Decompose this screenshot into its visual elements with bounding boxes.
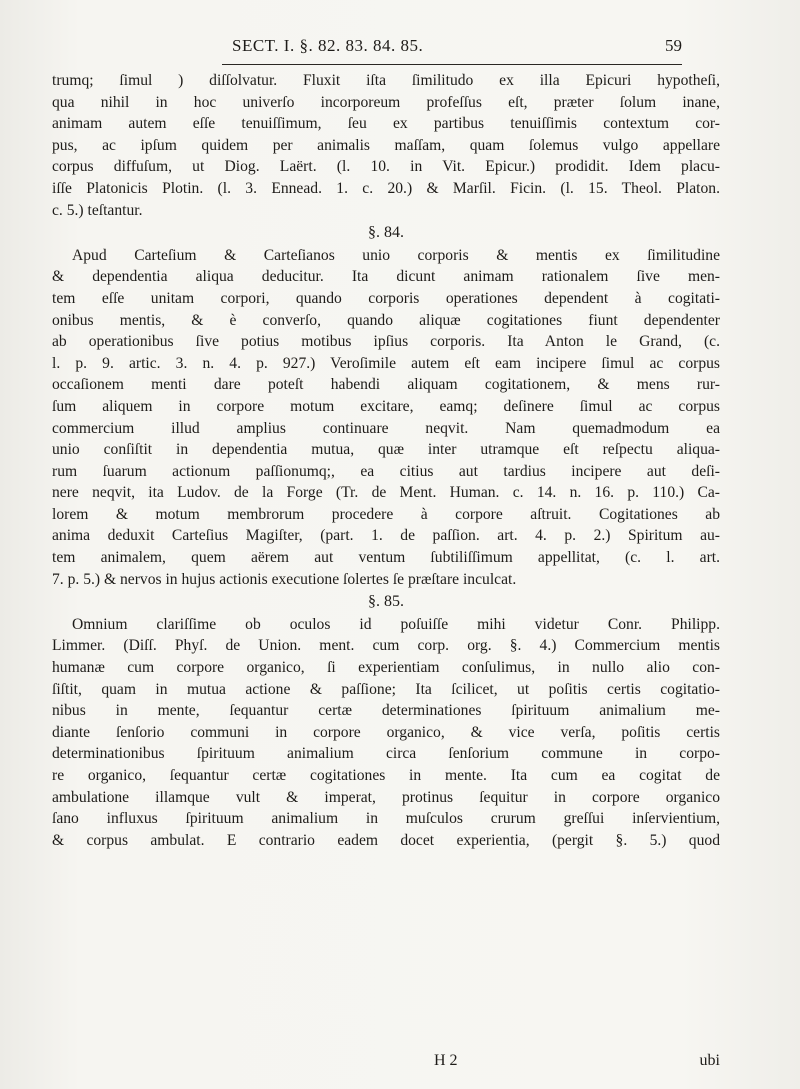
- section-heading-85: §. 85.: [368, 593, 404, 611]
- text-line: & corpus ambulat. E contrario eadem docet experientia, (pergit §. 5.) quod: [52, 831, 720, 849]
- body-text: [52, 70, 720, 851]
- text-line: onibus mentis, & è converſo, quando aliquæ cogitationes fiunt dependenter: [52, 311, 720, 329]
- text-line: determinationibus ſpirituum animalium circa ſenſorium commune in corpo-: [52, 745, 720, 763]
- text-line: occaſionem menti dare poteſt habendi aliquam cogitationem, & mens rur-: [52, 376, 720, 394]
- text-line: humanæ cum corpore organico, ſi experientiam conſulimus, in nullo alio con-: [52, 659, 720, 677]
- text-line: ſiſtit, quam in mutua actione & paſſione; Ita ſcilicet, ut poſitis certis cogitatio-: [52, 680, 720, 698]
- page-header: [222, 36, 682, 65]
- text-line: lorem & motum membrorum procedere à corpore aſtruit. Cogitationes ab: [52, 505, 720, 523]
- page-footer: [52, 1052, 720, 1074]
- text-line: 7. p. 5.) & nervos in hujus actionis executione ſolertes ſe præſtare inculcat.: [52, 570, 517, 588]
- text-line: animam autem eſſe tenuiſſimum, ſeu ex partibus tenuiſſimis contextum cor-: [52, 115, 720, 133]
- text-line: ab operationibus ſive potius motibus ipſius corporis. Ita Anton le Grand, (c.: [52, 333, 720, 351]
- text-line: ambulatione illamque vult & imperat, protinus ſequitur in corpore organico: [52, 788, 720, 806]
- running-head: SECT. I. §. 82. 83. 84. 85.: [232, 36, 424, 55]
- text-line: corpus diffuſum, ut Diog. Laërt. (l. 10. in Vit. Epicur.) prodidit. Idem placu-: [52, 158, 720, 176]
- text-line: tem animalem, quem aërem aut ventum ſubtiliſſimum appellitat, (c. l. art.: [52, 549, 720, 567]
- section-heading-84: §. 84.: [368, 224, 404, 242]
- text-line: l. p. 9. artic. 3. n. 4. p. 927.) Veroſimile autem eſt eam incipere ſimul ac corpus: [52, 354, 720, 372]
- page-number: 59: [665, 36, 682, 55]
- paragraph-1: [52, 70, 720, 221]
- text-line: Apud Carteſium & Carteſianos unio corporis & mentis ex ſimilitudine: [72, 246, 720, 264]
- paragraph-84: [52, 245, 720, 591]
- text-line: ſano influxus ſpirituum animalium in muſculos crurum greſſui inſervientium,: [52, 810, 720, 828]
- text-line: qua nihil in hoc univerſo incorporeum profeſſus eſt, præter ſolum inane,: [52, 93, 720, 111]
- signature-mark: H 2: [434, 1052, 458, 1069]
- text-line: re organico, ſequantur certæ cogitationes in mente. Ita cum ea cogitat de: [52, 767, 720, 784]
- text-line: pus, ac ipſum quidem per animalis maſſam, quam ſolemus vulgo appellare: [52, 136, 720, 154]
- text-line: rum ſuarum actionum paſſionumq;, ea citius aut tardius incipere aut deſi-: [52, 462, 720, 480]
- text-line: & dependentia aliqua deducitur. Ita dicunt animam rationalem ſive men-: [52, 268, 720, 286]
- catchword: ubi: [699, 1052, 720, 1069]
- text-line: Limmer. (Diſſ. Phyſ. de Union. ment. cum corp. org. §. 4.) Commercium mentis: [52, 637, 720, 655]
- text-line: unio conſiſtit in dependentia mutua, quæ inter utramque eſt reſpectu aliqua-: [52, 441, 720, 459]
- text-line: tem eſſe unitam corpori, quando corporis operationes dependent à cogitati-: [52, 289, 720, 307]
- text-line: diante ſenſorio communi in corpore organico, & vice verſa, poſitis certis: [52, 723, 720, 741]
- text-line: anima deduxit Carteſius Magiſter, (part. 1. de paſſion. art. 4. p. 2.) Spiritum au-: [52, 527, 720, 545]
- text-line: c. 5.) teſtantur.: [52, 201, 143, 219]
- text-line: nibus in mente, ſequantur certæ determinationes ſpirituum animalium me-: [52, 702, 720, 720]
- text-line: ſum aliquem in corpore motum excitare, eamq; deſinere ſimul ac corpus: [52, 397, 720, 415]
- text-line: iſſe Platonicis Plotin. (l. 3. Ennead. 1. c. 20.) & Marſil. Ficin. (l. 15. Theol. Platon.: [52, 179, 720, 197]
- paragraph-85: [52, 614, 720, 852]
- text-line: commercium illud amplius continuare neqvit. Nam quemadmodum ea: [52, 419, 720, 437]
- text-line: trumq; ſimul ) diſſolvatur. Fluxit iſta ſimilitudo ex illa Epicuri hypotheſi,: [52, 72, 720, 89]
- text-line: nere neqvit, ita Ludov. de la Forge (Tr. de Ment. Human. c. 14. n. 16. p. 110.) Ca-: [52, 484, 720, 502]
- text-line: Omnium clariſſime ob oculos id poſuiſſe mihi videtur Conr. Philipp.: [72, 615, 720, 633]
